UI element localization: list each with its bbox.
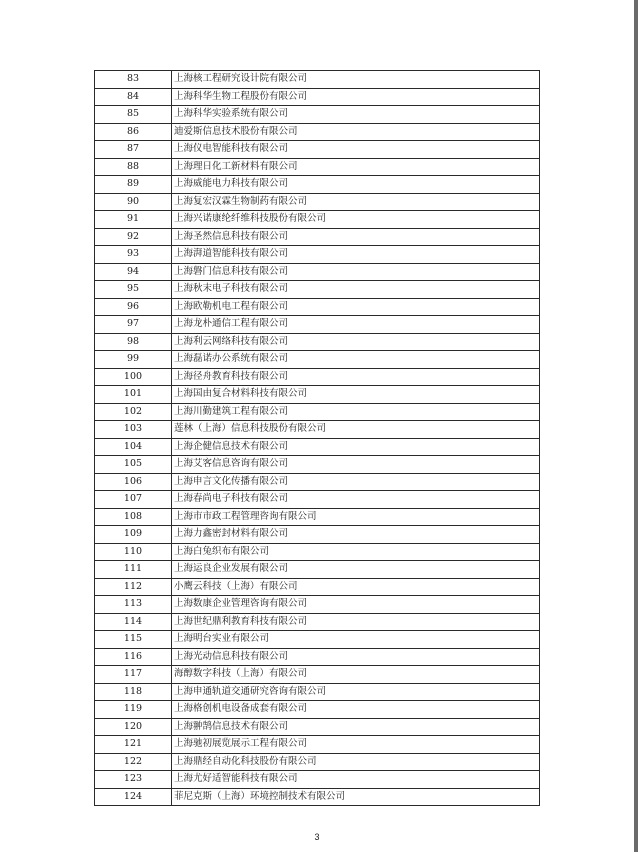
row-number: 111 — [95, 561, 172, 579]
row-number: 123 — [95, 771, 172, 789]
row-number: 104 — [95, 438, 172, 456]
company-name: 上海川勤建筑工程有限公司 — [172, 403, 540, 421]
row-number: 89 — [95, 176, 172, 194]
company-name: 小鹰云科技（上海）有限公司 — [172, 578, 540, 596]
company-name: 上海科华实验系统有限公司 — [172, 106, 540, 124]
row-number: 96 — [95, 298, 172, 316]
row-number: 84 — [95, 88, 172, 106]
row-number: 102 — [95, 403, 172, 421]
table-row — [95, 403, 540, 421]
table-row — [95, 613, 540, 631]
row-number: 87 — [95, 141, 172, 159]
company-name: 上海湃道智能科技有限公司 — [172, 246, 540, 264]
row-number: 115 — [95, 631, 172, 649]
row-number: 100 — [95, 368, 172, 386]
table-row — [95, 298, 540, 316]
table-row — [95, 718, 540, 736]
company-name: 上海艾客信息咨询有限公司 — [172, 456, 540, 474]
company-name: 上海磐门信息科技有限公司 — [172, 263, 540, 281]
company-name: 上海市市政工程管理咨询有限公司 — [172, 508, 540, 526]
table-row — [95, 316, 540, 334]
table-row — [95, 368, 540, 386]
company-name: 上海光动信息科技有限公司 — [172, 648, 540, 666]
row-number: 106 — [95, 473, 172, 491]
table-row — [95, 683, 540, 701]
table-row — [95, 578, 540, 596]
table-row — [95, 88, 540, 106]
table-row — [95, 788, 540, 806]
table-row — [95, 246, 540, 264]
company-name: 莲林（上海）信息科技股份有限公司 — [172, 421, 540, 439]
company-table-body — [95, 71, 540, 806]
company-name: 上海白兔织布有限公司 — [172, 543, 540, 561]
row-number: 113 — [95, 596, 172, 614]
row-number: 98 — [95, 333, 172, 351]
row-number: 95 — [95, 281, 172, 299]
table-row — [95, 456, 540, 474]
company-name: 菲尼克斯（上海）环境控制技术有限公司 — [172, 788, 540, 806]
row-number: 85 — [95, 106, 172, 124]
row-number: 121 — [95, 736, 172, 754]
company-name: 上海鼎经自动化科技股份有限公司 — [172, 753, 540, 771]
row-number: 117 — [95, 666, 172, 684]
table-row — [95, 736, 540, 754]
table-row — [95, 123, 540, 141]
table-row — [95, 666, 540, 684]
row-number: 114 — [95, 613, 172, 631]
company-name: 上海理日化工新材料有限公司 — [172, 158, 540, 176]
row-number: 103 — [95, 421, 172, 439]
table-row — [95, 176, 540, 194]
company-name: 迪爱斯信息技术股份有限公司 — [172, 123, 540, 141]
company-name: 上海春尚电子科技有限公司 — [172, 491, 540, 509]
company-name: 上海尤好适智能科技有限公司 — [172, 771, 540, 789]
company-name: 上海兴诺康纶纤维科技股份有限公司 — [172, 211, 540, 229]
table-row — [95, 193, 540, 211]
table-row — [95, 473, 540, 491]
row-number: 122 — [95, 753, 172, 771]
company-name: 上海申通轨道交通研究咨询有限公司 — [172, 683, 540, 701]
company-table — [94, 70, 540, 806]
row-number: 91 — [95, 211, 172, 229]
table-row — [95, 543, 540, 561]
company-name: 上海驰初展览展示工程有限公司 — [172, 736, 540, 754]
table-row — [95, 263, 540, 281]
table-row — [95, 421, 540, 439]
row-number: 107 — [95, 491, 172, 509]
table-row — [95, 596, 540, 614]
row-number: 92 — [95, 228, 172, 246]
table-row — [95, 386, 540, 404]
table-row — [95, 561, 540, 579]
company-name: 上海径舟教育科技有限公司 — [172, 368, 540, 386]
row-number: 97 — [95, 316, 172, 334]
company-name: 上海核工程研究设计院有限公司 — [172, 71, 540, 89]
row-number: 94 — [95, 263, 172, 281]
row-number: 105 — [95, 456, 172, 474]
table-row — [95, 438, 540, 456]
table-row — [95, 141, 540, 159]
company-name: 上海秋末电子科技有限公司 — [172, 281, 540, 299]
company-name: 上海圣然信息科技有限公司 — [172, 228, 540, 246]
company-name: 上海翀鹄信息技术有限公司 — [172, 718, 540, 736]
company-name: 上海世纪鼎利教育科技有限公司 — [172, 613, 540, 631]
page-number: 3 — [314, 832, 320, 842]
row-number: 116 — [95, 648, 172, 666]
row-number: 86 — [95, 123, 172, 141]
company-name: 上海明台实业有限公司 — [172, 631, 540, 649]
row-number: 99 — [95, 351, 172, 369]
row-number: 101 — [95, 386, 172, 404]
company-name: 上海欧勒机电工程有限公司 — [172, 298, 540, 316]
row-number: 90 — [95, 193, 172, 211]
company-name: 上海运良企业发展有限公司 — [172, 561, 540, 579]
company-name: 上海力鑫密封材料有限公司 — [172, 526, 540, 544]
table-row — [95, 508, 540, 526]
table-row — [95, 351, 540, 369]
table-row — [95, 526, 540, 544]
company-name: 上海威能电力科技有限公司 — [172, 176, 540, 194]
company-name: 上海数康企业管理咨询有限公司 — [172, 596, 540, 614]
company-name: 上海申言文化传播有限公司 — [172, 473, 540, 491]
table-row — [95, 106, 540, 124]
row-number: 108 — [95, 508, 172, 526]
row-number: 124 — [95, 788, 172, 806]
row-number: 118 — [95, 683, 172, 701]
table-row — [95, 71, 540, 89]
company-name: 上海国由复合材料科技有限公司 — [172, 386, 540, 404]
company-name: 上海磊诺办公系统有限公司 — [172, 351, 540, 369]
row-number: 88 — [95, 158, 172, 176]
company-name: 海醇数字科技（上海）有限公司 — [172, 666, 540, 684]
row-number: 83 — [95, 71, 172, 89]
company-name: 上海复宏汉霖生物制药有限公司 — [172, 193, 540, 211]
row-number: 120 — [95, 718, 172, 736]
company-name: 上海利云网络科技有限公司 — [172, 333, 540, 351]
page-edge-scrollbar — [634, 0, 638, 852]
table-row — [95, 228, 540, 246]
table-row — [95, 158, 540, 176]
table-row — [95, 753, 540, 771]
table-row — [95, 701, 540, 719]
table-row — [95, 631, 540, 649]
company-name: 上海科华生物工程股份有限公司 — [172, 88, 540, 106]
row-number: 93 — [95, 246, 172, 264]
table-row — [95, 211, 540, 229]
table-row — [95, 771, 540, 789]
company-name: 上海仪电智能科技有限公司 — [172, 141, 540, 159]
row-number: 112 — [95, 578, 172, 596]
row-number: 119 — [95, 701, 172, 719]
table-row — [95, 648, 540, 666]
table-row — [95, 281, 540, 299]
company-name: 上海格创机电设备成套有限公司 — [172, 701, 540, 719]
company-name: 上海企健信息技术有限公司 — [172, 438, 540, 456]
row-number: 109 — [95, 526, 172, 544]
table-row — [95, 491, 540, 509]
table-row — [95, 333, 540, 351]
company-name: 上海龙朴通信工程有限公司 — [172, 316, 540, 334]
row-number: 110 — [95, 543, 172, 561]
